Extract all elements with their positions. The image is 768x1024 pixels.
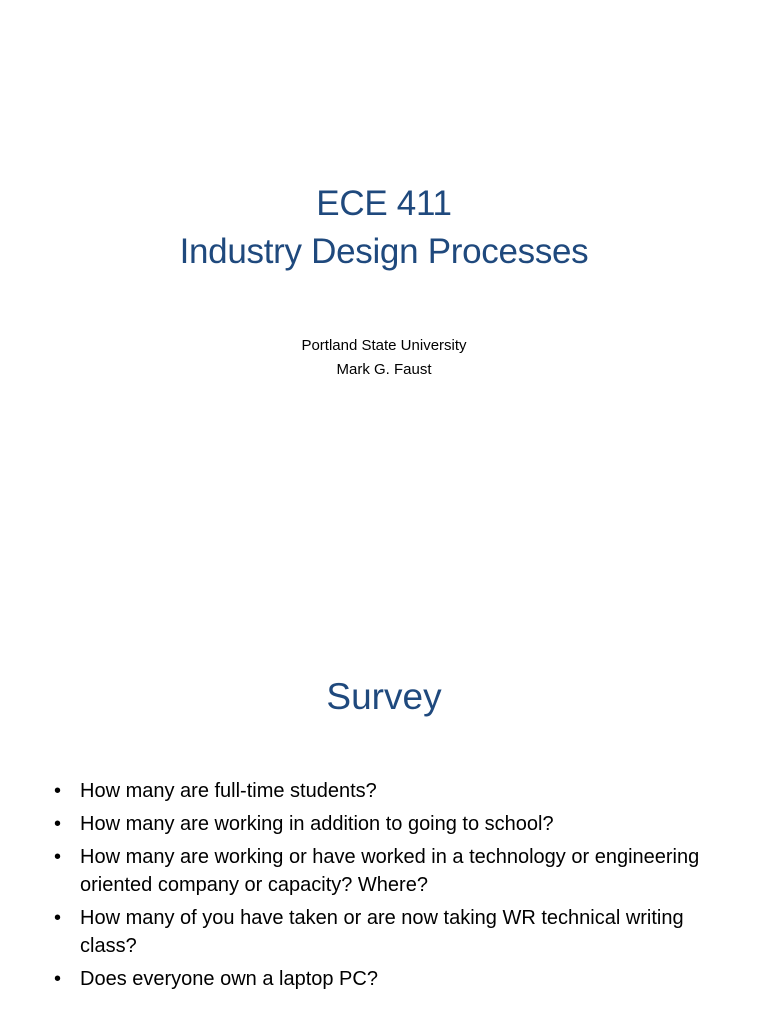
survey-question (52, 843, 742, 899)
survey-question-text: Does everyone own a laptop PC? (80, 968, 378, 990)
survey-question (52, 904, 742, 960)
survey-question (52, 810, 742, 838)
survey-question (52, 777, 742, 805)
course-name: Industry Design Processes (179, 232, 589, 271)
bullet-icon: • (54, 780, 62, 802)
survey-question-text: How many are working in addition to going to school? (80, 813, 554, 835)
survey-title: Survey (326, 676, 442, 717)
survey-question-text: How many of you have taken or are now taking WR technical writing class? (80, 907, 684, 957)
bullet-icon: • (54, 968, 62, 990)
university-name: Portland State University (301, 337, 467, 354)
course-code: ECE 411 (316, 184, 452, 223)
bullet-icon: • (54, 813, 62, 835)
author-name: Mark G. Faust (336, 361, 432, 378)
survey-question-list (52, 777, 742, 998)
survey-question (52, 965, 742, 993)
survey-slide (0, 512, 768, 1024)
survey-question-text: How many are full-time students? (80, 780, 377, 802)
bullet-icon: • (54, 846, 62, 868)
slide-title (0, 180, 768, 276)
bullet-icon: • (54, 907, 62, 929)
slide-subtitle (0, 334, 768, 382)
survey-question-text: How many are working or have worked in a technology or engineering oriented company or capacity? Where? (80, 846, 700, 896)
